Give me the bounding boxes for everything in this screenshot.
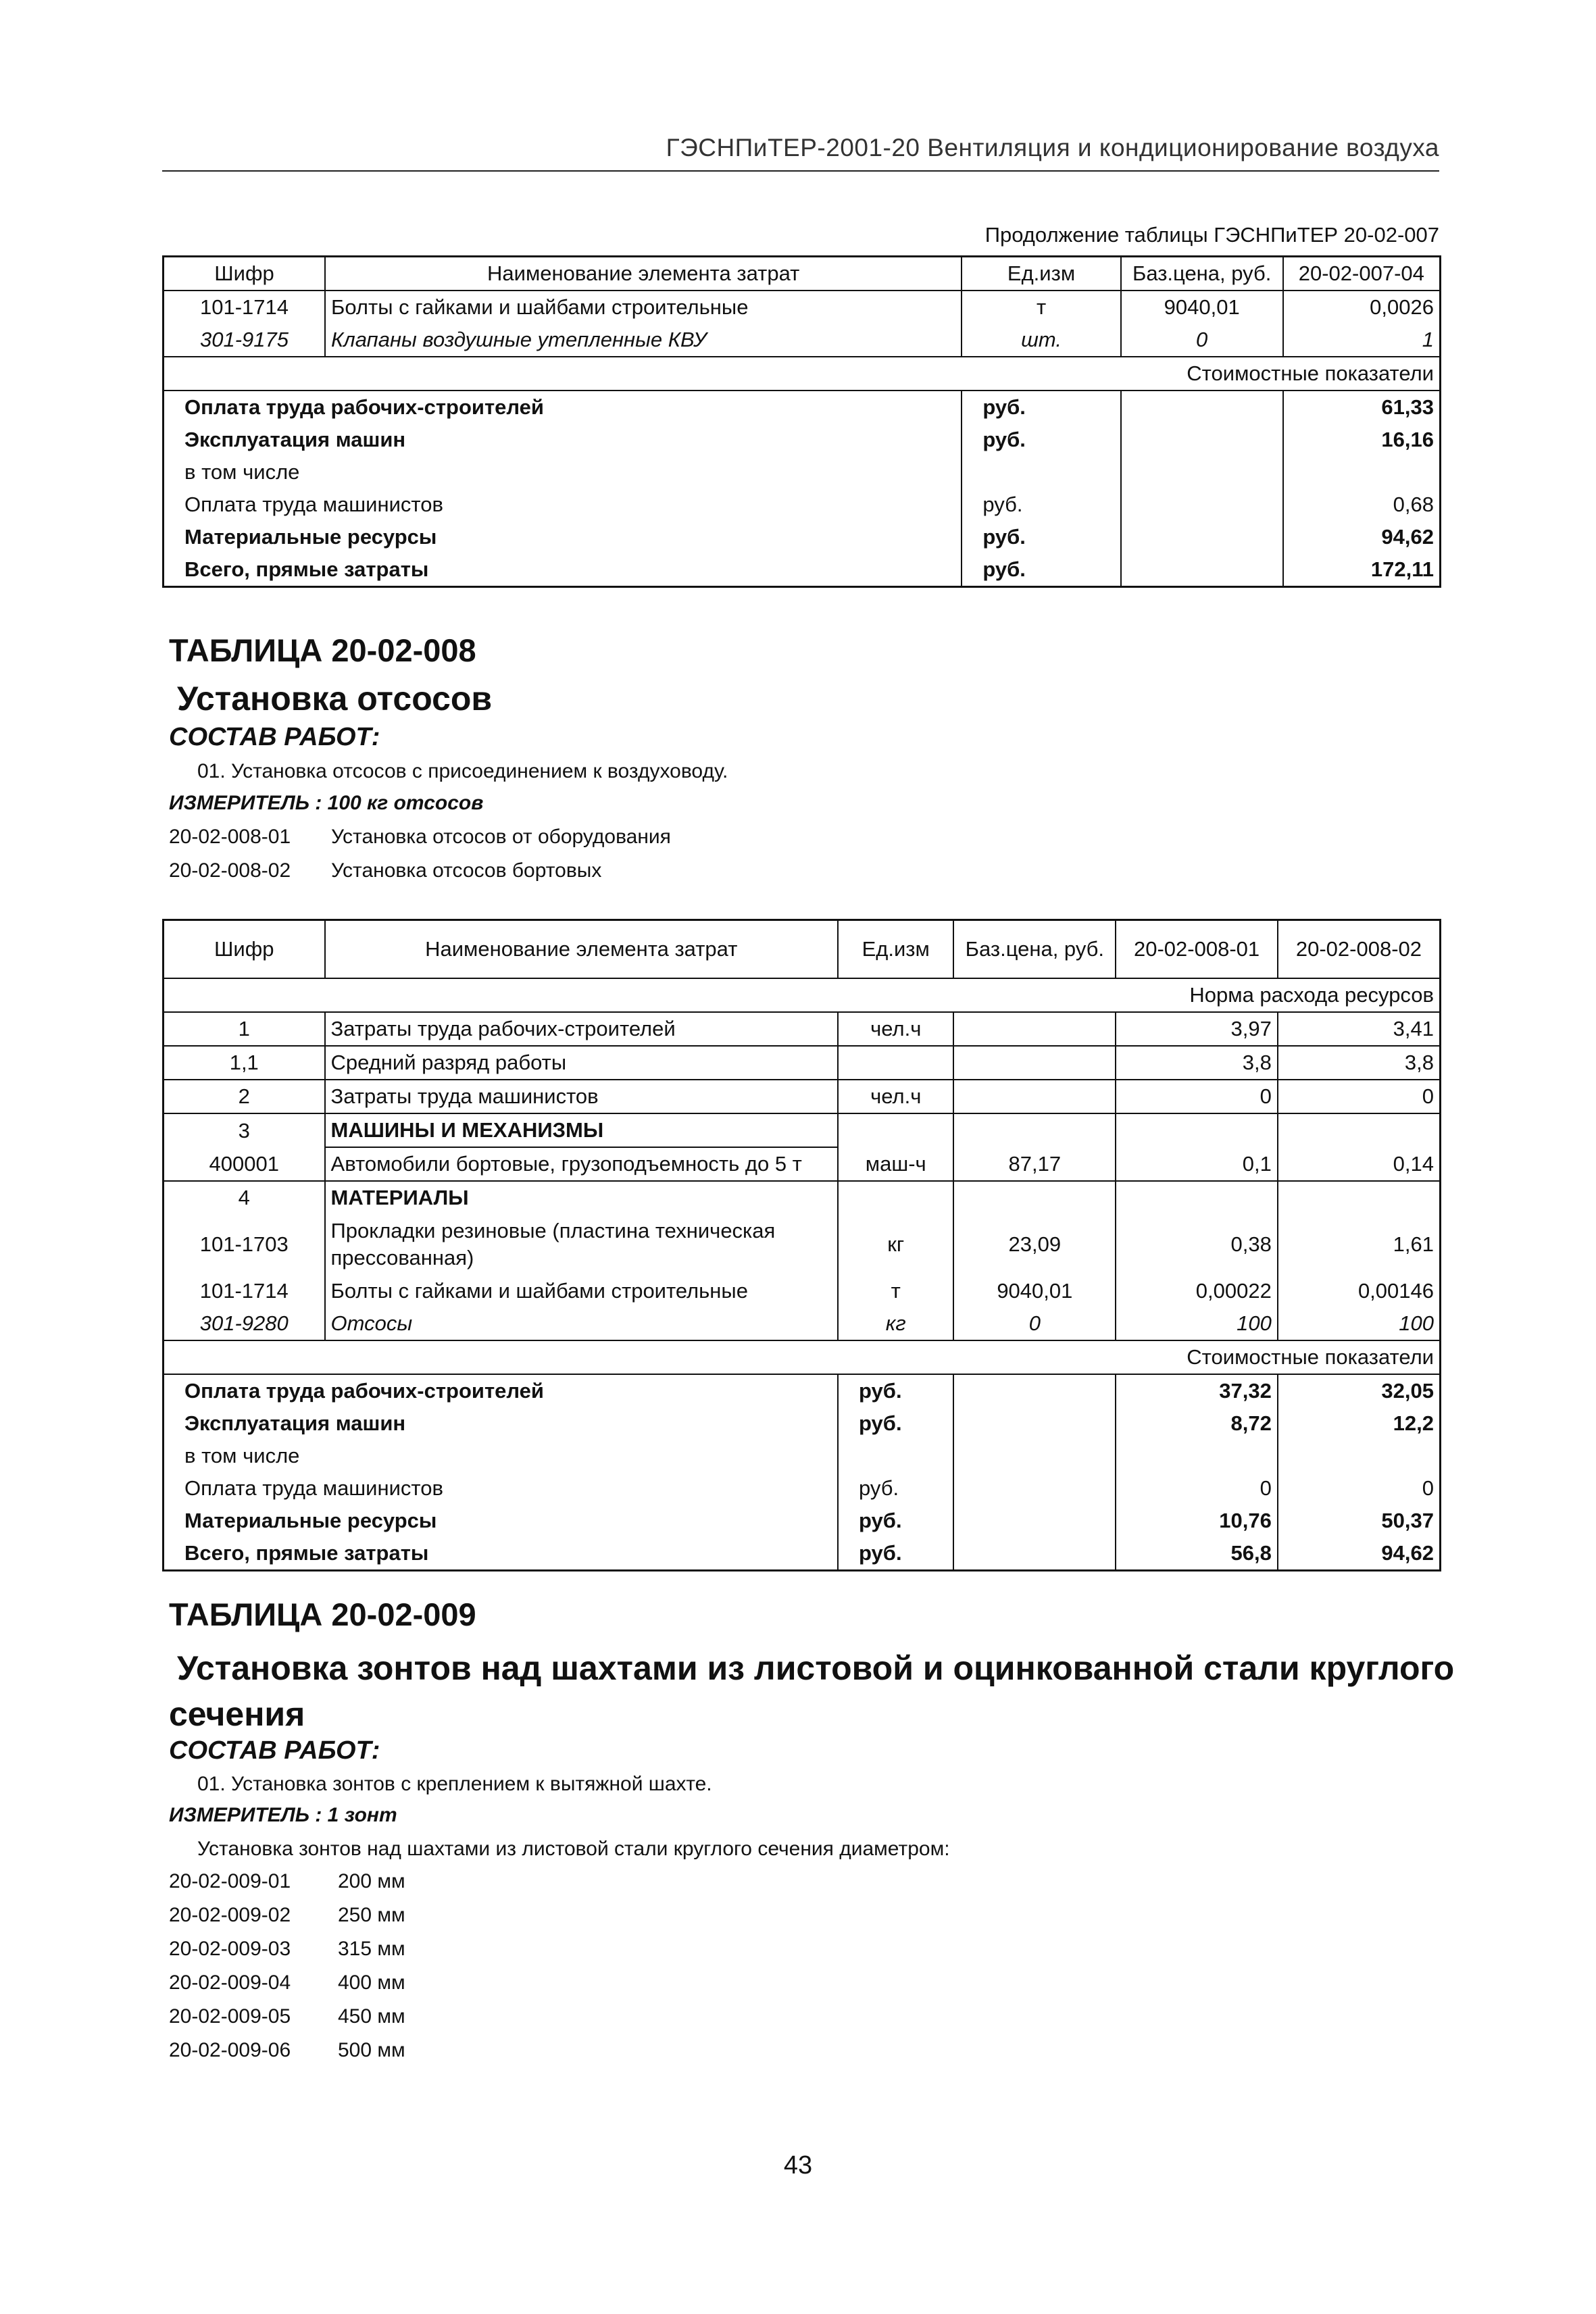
row-unit bbox=[838, 1181, 953, 1214]
code-description: 400 мм bbox=[338, 1971, 405, 1994]
cost-value: 61,33 bbox=[1381, 395, 1434, 419]
col-header-value: 20-02-007-04 bbox=[1283, 257, 1441, 291]
row-code: 301-9175 bbox=[164, 324, 326, 357]
code-label: 20-02-008-01 bbox=[169, 826, 291, 848]
table-row bbox=[164, 324, 1441, 357]
code-description: Установка отсосов бортовых bbox=[331, 859, 602, 882]
row-name: Отсосы bbox=[325, 1307, 839, 1340]
table-row bbox=[164, 1046, 1441, 1080]
row-unit: шт. bbox=[962, 324, 1120, 357]
code-description: 315 мм bbox=[338, 1938, 405, 1960]
cost-value-1: 56,8 bbox=[1116, 1537, 1278, 1571]
code-description: Установка отсосов от оборудования bbox=[331, 826, 671, 848]
measure-008: ИЗМЕРИТЕЛЬ : 100 кг отсосов bbox=[169, 792, 484, 814]
section-heading-009-line1: Установка зонтов над шахтами из листовой и оцинкованной стали круглого bbox=[177, 1649, 1455, 1687]
cost-value-1: 0 bbox=[1116, 1472, 1278, 1505]
col-header-code: Шифр bbox=[164, 257, 326, 291]
row-code: 3 bbox=[164, 1113, 325, 1147]
row-value-2: 100 bbox=[1278, 1307, 1441, 1340]
cost-name: в том числе bbox=[164, 456, 962, 488]
cost-name: Материальные ресурсы bbox=[164, 521, 962, 553]
row-value-1: 0 bbox=[1116, 1080, 1278, 1113]
table-row bbox=[164, 291, 1441, 324]
measure-009: ИЗМЕРИТЕЛЬ : 1 зонт bbox=[169, 1804, 397, 1826]
cost-heading-row bbox=[164, 357, 1441, 391]
cost-row bbox=[164, 1472, 1441, 1505]
row-code: 101-1714 bbox=[164, 291, 326, 324]
table-row bbox=[164, 1080, 1441, 1113]
row-name: Прокладки резиновые (пластина техническая прессованная) bbox=[325, 1214, 839, 1275]
row-code: 4 bbox=[164, 1181, 325, 1214]
code-label: 20-02-009-04 bbox=[169, 1971, 291, 1994]
cost-value-1: 37,32 bbox=[1116, 1374, 1278, 1407]
row-price bbox=[953, 1012, 1116, 1046]
cost-row bbox=[164, 456, 1441, 488]
row-value-2: 3,41 bbox=[1278, 1012, 1441, 1046]
header-rule bbox=[162, 170, 1439, 172]
cost-unit: руб. bbox=[962, 521, 1120, 553]
row-unit: т bbox=[962, 291, 1120, 324]
col-header-name: Наименование элемента затрат bbox=[325, 920, 839, 979]
code-label: 20-02-008-02 bbox=[169, 859, 291, 882]
code-description: 250 мм bbox=[338, 1904, 405, 1926]
table-row bbox=[164, 1214, 1441, 1275]
code-label: 20-02-009-06 bbox=[169, 2039, 291, 2061]
row-value-1: 0,00022 bbox=[1116, 1275, 1278, 1307]
cost-value: 16,16 bbox=[1381, 428, 1434, 451]
row-price: 9040,01 bbox=[953, 1275, 1116, 1307]
row-value-2: 0 bbox=[1278, 1080, 1441, 1113]
cost-row bbox=[164, 553, 1441, 587]
row-value-1: 0,38 bbox=[1116, 1214, 1278, 1275]
cost-name: Оплата труда машинистов bbox=[164, 488, 962, 521]
row-unit: чел.ч bbox=[838, 1012, 953, 1046]
code-label: 20-02-009-01 bbox=[169, 1870, 291, 1892]
cost-unit bbox=[838, 1440, 953, 1472]
row-name: МАШИНЫ И МЕХАНИЗМЫ bbox=[325, 1113, 839, 1147]
cost-unit: руб. bbox=[838, 1537, 953, 1571]
cost-row bbox=[164, 424, 1441, 456]
row-price bbox=[953, 1046, 1116, 1080]
row-unit bbox=[838, 1113, 953, 1147]
cost-unit: руб. bbox=[838, 1505, 953, 1537]
section-heading-009-line2: сечения bbox=[169, 1695, 305, 1733]
row-name: Клапаны воздушные утепленные КВУ bbox=[325, 324, 962, 357]
col-header-unit: Ед.изм bbox=[838, 920, 953, 979]
row-code: 101-1703 bbox=[164, 1214, 325, 1275]
row-name: Болты с гайками и шайбами строительные bbox=[325, 1275, 839, 1307]
row-price: 9040,01 bbox=[1121, 291, 1283, 324]
cost-unit: руб. bbox=[962, 424, 1120, 456]
work-title-008: СОСТАВ РАБОТ: bbox=[169, 723, 380, 751]
cost-unit: руб. bbox=[838, 1374, 953, 1407]
row-value-1: 3,8 bbox=[1116, 1046, 1278, 1080]
work-title-009: СОСТАВ РАБОТ: bbox=[169, 1736, 380, 1765]
row-value-2: 0,00146 bbox=[1357, 1279, 1434, 1303]
row-code: 1,1 bbox=[164, 1046, 325, 1080]
table-20-02-007-continuation bbox=[162, 255, 1441, 588]
cost-heading-row bbox=[164, 1340, 1441, 1374]
table-20-02-008 bbox=[162, 919, 1441, 1571]
row-value-1 bbox=[1116, 1113, 1278, 1147]
col-header-price: Баз.цена, руб. bbox=[953, 920, 1116, 979]
col-header-value-1: 20-02-008-01 bbox=[1116, 920, 1278, 979]
table-title-009: ТАБЛИЦА 20-02-009 bbox=[169, 1596, 476, 1632]
code-label: 20-02-009-05 bbox=[169, 2005, 291, 2028]
cost-row bbox=[164, 1505, 1441, 1537]
cost-row bbox=[164, 521, 1441, 553]
row-price bbox=[953, 1080, 1116, 1113]
row-price bbox=[953, 1181, 1116, 1214]
cost-unit bbox=[962, 456, 1120, 488]
row-value-1: 3,97 bbox=[1116, 1012, 1278, 1046]
cost-name: Всего, прямые затраты bbox=[164, 1537, 839, 1571]
cost-name: Всего, прямые затраты bbox=[164, 553, 962, 587]
table-title-008: ТАБЛИЦА 20-02-008 bbox=[169, 632, 476, 668]
row-name: Затраты труда машинистов bbox=[325, 1080, 839, 1113]
cost-value-2: 0 bbox=[1422, 1476, 1434, 1500]
row-price: 0 bbox=[953, 1307, 1116, 1340]
row-code: 400001 bbox=[164, 1147, 325, 1181]
row-value: 1 bbox=[1283, 324, 1441, 357]
table-row bbox=[164, 1275, 1441, 1307]
row-code: 2 bbox=[164, 1080, 325, 1113]
row-value-2: 0,14 bbox=[1278, 1147, 1441, 1181]
row-unit: т bbox=[838, 1275, 953, 1307]
row-value-1 bbox=[1116, 1181, 1278, 1214]
norm-heading: Норма расхода ресурсов bbox=[164, 978, 1441, 1012]
table-row bbox=[164, 1113, 1441, 1147]
work-item-008: 01. Установка отсосов с присоединением к воздуховоду. bbox=[197, 760, 728, 782]
cost-row bbox=[164, 1407, 1441, 1440]
cost-row bbox=[164, 1374, 1441, 1407]
page-number: 43 bbox=[783, 2151, 813, 2180]
row-value-1: 0,1 bbox=[1116, 1147, 1278, 1181]
cost-value-1 bbox=[1116, 1440, 1278, 1472]
row-name: Болты с гайками и шайбами строительные bbox=[325, 291, 962, 324]
cost-value-2: 94,62 bbox=[1381, 1541, 1434, 1565]
cost-row bbox=[164, 488, 1441, 521]
row-unit bbox=[838, 1046, 953, 1080]
col-header-price: Баз.цена, руб. bbox=[1121, 257, 1283, 291]
cost-unit: руб. bbox=[838, 1472, 953, 1505]
row-name: Автомобили бортовые, грузоподъемность до 5 т bbox=[325, 1147, 839, 1181]
cost-value-1: 10,76 bbox=[1116, 1505, 1278, 1537]
cost-unit: руб. bbox=[962, 488, 1120, 521]
row-price: 87,17 bbox=[953, 1147, 1116, 1181]
cost-unit: руб. bbox=[962, 553, 1120, 587]
cost-heading: Стоимостные показатели bbox=[164, 1340, 1441, 1374]
row-code: 301-9280 bbox=[164, 1307, 325, 1340]
section-heading-008: Установка отсосов bbox=[177, 680, 493, 718]
cost-name: Оплата труда машинистов bbox=[164, 1472, 839, 1505]
cost-name: Эксплуатация машин bbox=[164, 424, 962, 456]
cost-name: Оплата труда рабочих-строителей bbox=[164, 391, 962, 424]
row-unit: кг bbox=[838, 1214, 953, 1275]
row-unit: кг bbox=[838, 1307, 953, 1340]
cost-value bbox=[1283, 456, 1441, 488]
cost-value: 0,68 bbox=[1393, 493, 1434, 516]
row-value: 0,0026 bbox=[1370, 295, 1434, 319]
row-price: 23,09 bbox=[953, 1214, 1116, 1275]
row-value-2 bbox=[1278, 1181, 1441, 1214]
row-value-2: 3,8 bbox=[1278, 1046, 1441, 1080]
col-header-value-2: 20-02-008-02 bbox=[1278, 920, 1441, 979]
cost-name: Эксплуатация машин bbox=[164, 1407, 839, 1440]
row-price bbox=[953, 1113, 1116, 1147]
code-description: 200 мм bbox=[338, 1870, 405, 1892]
cost-value-1: 8,72 bbox=[1116, 1407, 1278, 1440]
cost-value-2: 32,05 bbox=[1381, 1379, 1434, 1403]
row-name: Затраты труда рабочих-строителей bbox=[325, 1012, 839, 1046]
cost-value-2: 50,37 bbox=[1381, 1509, 1434, 1532]
table-row bbox=[164, 1147, 1441, 1181]
row-code: 101-1714 bbox=[164, 1275, 325, 1307]
cost-heading: Стоимостные показатели bbox=[164, 357, 1441, 391]
work-item-009: 01. Установка зонтов с креплением к вытяжной шахте. bbox=[197, 1773, 712, 1795]
code-label: 20-02-009-03 bbox=[169, 1938, 291, 1960]
table-row bbox=[164, 1307, 1441, 1340]
code-label: 20-02-009-02 bbox=[169, 1904, 291, 1926]
row-unit: чел.ч bbox=[838, 1080, 953, 1113]
cost-value-2: 12,2 bbox=[1393, 1411, 1434, 1435]
code-description: 500 мм bbox=[338, 2039, 405, 2061]
cost-name: Оплата труда рабочих-строителей bbox=[164, 1374, 839, 1407]
table-continuation-caption: Продолжение таблицы ГЭСНПиТЕР 20-02-007 bbox=[984, 223, 1439, 247]
cost-name: в том числе bbox=[164, 1440, 839, 1472]
code-description: 450 мм bbox=[338, 2005, 405, 2028]
row-value-2: 1,61 bbox=[1393, 1232, 1434, 1256]
running-header: ГЭСНПиТЕР-2001-20 Вентиляция и кондиционирование воздуха bbox=[666, 134, 1439, 161]
cost-name: Материальные ресурсы bbox=[164, 1505, 839, 1537]
col-header-code: Шифр bbox=[164, 920, 325, 979]
row-unit: маш-ч bbox=[838, 1147, 953, 1181]
cost-unit: руб. bbox=[962, 391, 1120, 424]
cost-value: 94,62 bbox=[1381, 525, 1434, 549]
cost-row bbox=[164, 391, 1441, 424]
cost-row bbox=[164, 1440, 1441, 1472]
table-row bbox=[164, 1012, 1441, 1046]
row-code: 1 bbox=[164, 1012, 325, 1046]
intro-009: Установка зонтов над шахтами из листовой стали круглого сечения диаметром: bbox=[197, 1838, 950, 1860]
cost-value: 172,11 bbox=[1370, 557, 1434, 581]
cost-unit: руб. bbox=[838, 1407, 953, 1440]
row-value-1: 100 bbox=[1116, 1307, 1278, 1340]
table-row bbox=[164, 1181, 1441, 1214]
col-header-unit: Ед.изм bbox=[962, 257, 1120, 291]
col-header-name: Наименование элемента затрат bbox=[325, 257, 962, 291]
cost-value-2 bbox=[1278, 1440, 1441, 1472]
row-value-2 bbox=[1278, 1113, 1441, 1147]
row-price: 0 bbox=[1121, 324, 1283, 357]
row-name: МАТЕРИАЛЫ bbox=[325, 1181, 839, 1214]
norm-heading-row bbox=[164, 978, 1441, 1012]
row-name: Средний разряд работы bbox=[325, 1046, 839, 1080]
cost-row bbox=[164, 1537, 1441, 1571]
